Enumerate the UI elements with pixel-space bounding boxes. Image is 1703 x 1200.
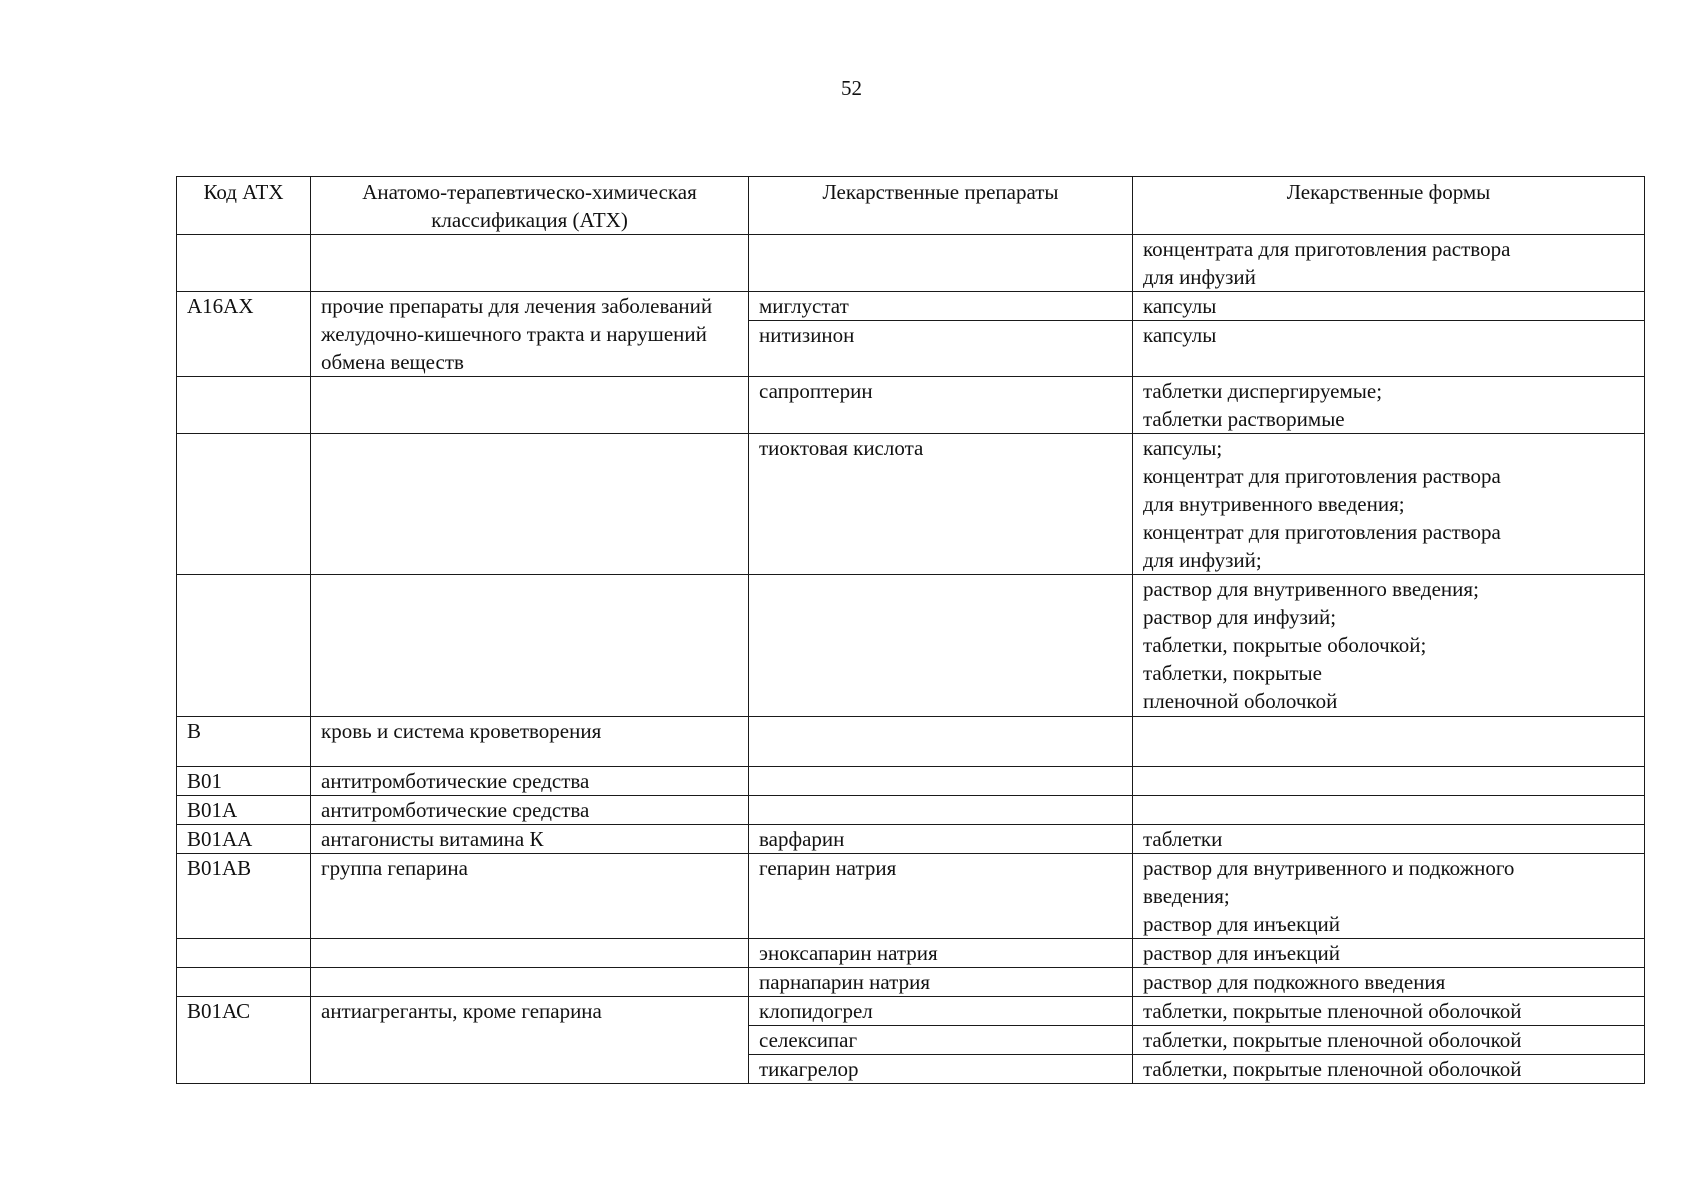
cell-classification xyxy=(311,235,749,292)
cell-drug: сапроптерин xyxy=(749,377,1133,434)
form-line: концентрат для приготовления раствора xyxy=(1143,520,1501,544)
form-line: раствор для внутривенного и подкожного xyxy=(1143,856,1515,880)
table-row xyxy=(177,767,1645,796)
cell-code: В01АС xyxy=(177,997,311,1084)
cell-drug: нитизинон xyxy=(749,321,1133,377)
table-row xyxy=(177,292,1645,321)
cell-drug xyxy=(749,796,1133,825)
form-line: таблетки, покрытые xyxy=(1143,661,1322,685)
cell-drug: парнапарин натрия xyxy=(749,968,1133,997)
form-line: для инфузий xyxy=(1143,265,1256,289)
cell-code: В01А xyxy=(177,796,311,825)
form-line: введения; xyxy=(1143,884,1230,908)
cell-drug: тикагрелор xyxy=(749,1055,1133,1084)
cell-code xyxy=(177,235,311,292)
header-classification-line: Анатомо-терапевтическо-химическая xyxy=(362,180,697,204)
table-row xyxy=(177,575,1645,717)
cell-form: таблетки, покрытые пленочной оболочкой xyxy=(1133,997,1645,1026)
cell-drug xyxy=(749,767,1133,796)
cell-classification: антитромботические средства xyxy=(311,767,749,796)
atx-table xyxy=(176,176,1645,1084)
form-line: раствор для инъекций xyxy=(1143,912,1340,936)
cell-code xyxy=(177,968,311,997)
page-number: 52 xyxy=(841,76,862,100)
form-line: раствор для инфузий; xyxy=(1143,605,1337,629)
cell-form xyxy=(1133,235,1645,292)
header-classification xyxy=(311,177,749,235)
table-row xyxy=(177,854,1645,939)
form-line: для внутривенного введения; xyxy=(1143,492,1405,516)
form-line: концентрат для приготовления раствора xyxy=(1143,464,1501,488)
cell-code xyxy=(177,575,311,717)
cell-form: таблетки xyxy=(1133,825,1645,854)
cell-classification xyxy=(311,968,749,997)
form-line: таблетки, покрытые оболочкой; xyxy=(1143,633,1427,657)
form-line: для инфузий; xyxy=(1143,548,1262,572)
cell-code xyxy=(177,434,311,575)
form-line: таблетки растворимые xyxy=(1143,407,1345,431)
cell-classification: антиагреганты, кроме гепарина xyxy=(311,997,749,1084)
cell-drug: миглустат xyxy=(749,292,1133,321)
form-line: раствор для внутривенного введения; xyxy=(1143,577,1479,601)
header-code: Код АТХ xyxy=(177,177,311,235)
cell-classification: антитромботические средства xyxy=(311,796,749,825)
table-row xyxy=(177,997,1645,1026)
cell-form: раствор для инъекций xyxy=(1133,939,1645,968)
cell-form xyxy=(1133,434,1645,575)
table-row xyxy=(177,717,1645,767)
table-row xyxy=(177,796,1645,825)
cell-classification xyxy=(311,939,749,968)
form-line: капсулы; xyxy=(1143,436,1223,460)
cell-code: А16АХ xyxy=(177,292,311,377)
cell-form xyxy=(1133,854,1645,939)
header-forms: Лекарственные формы xyxy=(1133,177,1645,235)
cell-form: капсулы xyxy=(1133,321,1645,377)
cell-drug: клопидогрел xyxy=(749,997,1133,1026)
table-row xyxy=(177,434,1645,575)
table-row xyxy=(177,235,1645,292)
form-line: пленочной оболочкой xyxy=(1143,689,1338,713)
cell-drug: эноксапарин натрия xyxy=(749,939,1133,968)
cell-drug xyxy=(749,235,1133,292)
table-row xyxy=(177,968,1645,997)
cell-code xyxy=(177,939,311,968)
header-classification-line: классификация (АТХ) xyxy=(431,208,628,232)
table-row xyxy=(177,939,1645,968)
cell-classification xyxy=(311,575,749,717)
cell-form xyxy=(1133,796,1645,825)
cell-classification: группа гепарина xyxy=(311,854,749,939)
cell-drug: тиоктовая кислота xyxy=(749,434,1133,575)
header-drugs: Лекарственные препараты xyxy=(749,177,1133,235)
cell-form: капсулы xyxy=(1133,292,1645,321)
cell-classification: прочие препараты для лечения заболеваний желудочно-кишечного тракта и нарушений обмена веществ xyxy=(311,292,749,377)
cell-form: таблетки, покрытые пленочной оболочкой xyxy=(1133,1026,1645,1055)
cell-code: В01АА xyxy=(177,825,311,854)
cell-drug: гепарин натрия xyxy=(749,854,1133,939)
table-row xyxy=(177,377,1645,434)
table-header-row xyxy=(177,177,1645,235)
form-line: концентрата для приготовления раствора xyxy=(1143,237,1511,261)
cell-drug: селексипаг xyxy=(749,1026,1133,1055)
cell-drug xyxy=(749,575,1133,717)
cell-classification xyxy=(311,434,749,575)
cell-classification: антагонисты витамина К xyxy=(311,825,749,854)
cell-code: В01АВ xyxy=(177,854,311,939)
cell-form xyxy=(1133,377,1645,434)
form-line: таблетки диспергируемые; xyxy=(1143,379,1383,403)
cell-drug xyxy=(749,717,1133,767)
cell-code xyxy=(177,377,311,434)
cell-code: В xyxy=(177,717,311,767)
cell-form: таблетки, покрытые пленочной оболочкой xyxy=(1133,1055,1645,1084)
cell-form xyxy=(1133,575,1645,717)
cell-form xyxy=(1133,767,1645,796)
cell-drug: варфарин xyxy=(749,825,1133,854)
cell-form xyxy=(1133,717,1645,767)
table-row xyxy=(177,825,1645,854)
cell-form: раствор для подкожного введения xyxy=(1133,968,1645,997)
cell-classification xyxy=(311,377,749,434)
cell-classification: кровь и система кроветворения xyxy=(311,717,749,767)
cell-code: В01 xyxy=(177,767,311,796)
